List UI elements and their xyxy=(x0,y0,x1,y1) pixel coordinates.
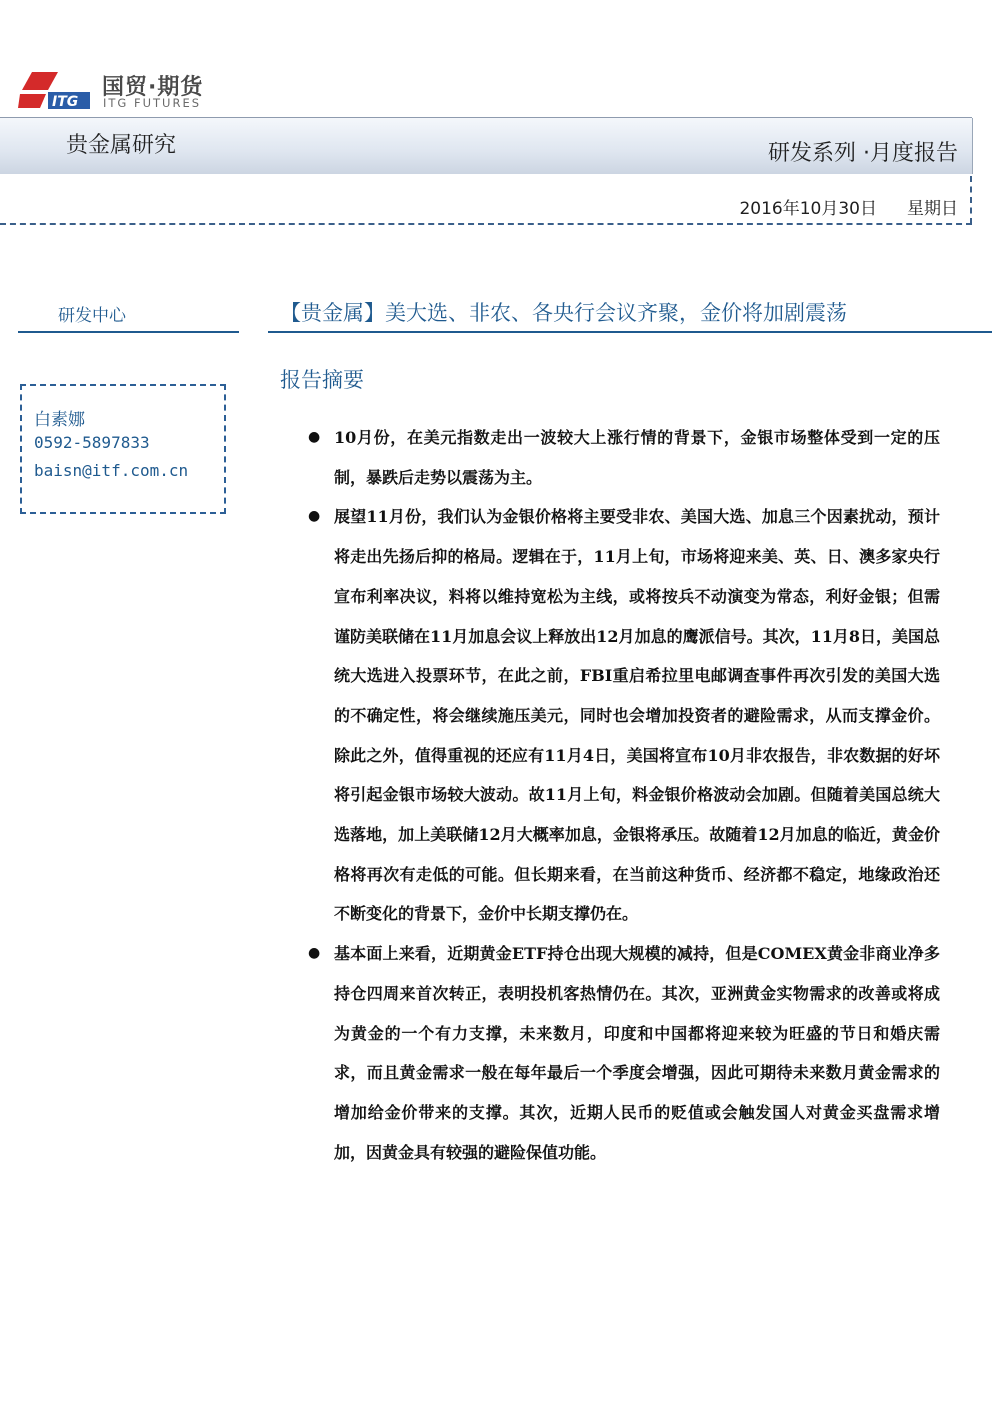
bullet-dot-icon: ● xyxy=(308,508,321,525)
bullet-dot-icon: ● xyxy=(308,429,321,445)
summary-list xyxy=(300,418,940,1172)
section-title: 贵金属研究 xyxy=(66,133,177,158)
summary-item-text: 展望11月份，我们认为金银价格将主要受非农、美国大选、加息三个因素扰动，预计将走出先扬后抑的格局。逻辑在于，11月上旬，市场将迎来美、英、日、澳多家央行宣布利率决议，料将以维持宽松为主线，或将按兵不动演变为常态，利好金银；但需谨防美联储在11月加息会议上释放出12月加息的鹰派信号。其次，11月8日，美国总统大选进入投票环节，在此之前，FBI重启希拉里电邮调查事件再次引发的美国大选的不确定性，将会继续施压美元，同时也会增加投资者的避险需求，从而支撑金价。除此之外，值得重视的还应有11月4日，美国将宣布10月非农报告，非农数据的好坏将引起金银市场较大波动。故11月上旬，料金银价格波动会加剧。但随着美国总统大选落地，加上美联储12月大概率加息，金银将承压。故随着12月加息的临近，黄金价格将再次有走低的可能。但长期来看，在当前这种货币、经济都不稳定，地缘政治还不断变化的背景下，金价中长期支撑仍在。 xyxy=(334,507,940,924)
itg-logo-icon xyxy=(18,72,90,110)
report-date xyxy=(739,194,958,219)
summary-item-text: 10月份，在美元指数走出一波较大上涨行情的背景下，金银市场整体受到一定的压制，暴跌后走势以震荡为主。 xyxy=(334,428,940,487)
summary-item xyxy=(300,934,940,1172)
brand-name-en: ITG FUTURES xyxy=(103,96,202,110)
department-label: 研发中心 xyxy=(58,306,126,326)
date-value: 2016年10月30日 xyxy=(739,199,877,219)
weekday-value: 星期日 xyxy=(907,199,958,219)
summary-item xyxy=(300,418,940,497)
report-title: 【贵金属】美大选、非农、各央行会议齐聚，金价将加剧震荡 xyxy=(280,301,847,325)
analyst-email[interactable]: baisn@itf.com.cn xyxy=(34,461,189,480)
logo-mark-text: ITG xyxy=(52,94,79,110)
analyst-phone: 0592-5897833 xyxy=(34,433,150,452)
summary-item xyxy=(300,497,940,934)
summary-item-text: 基本面上来看，近期黄金ETF持仓出现大规模的减持，但是COMEX黄金非商业净多持仓四周来首次转正，表明投机客热情仍在。其次，亚洲黄金实物需求的改善或将成为黄金的一个有力支撑，未来数月，印度和中国都将迎来较为旺盛的节日和婚庆需求，而且黄金需求一般在每年最后一个季度会增强，因此可期待未来数月黄金需求的增加给金价带来的支撑。其次，近期人民币的贬值或会触发国人对黄金买盘需求增加，因黄金具有较强的避险保值功能。 xyxy=(334,944,940,1162)
department-rule xyxy=(18,331,239,333)
dashed-divider-horizontal xyxy=(0,223,972,225)
dashed-divider-vertical xyxy=(970,176,972,224)
brand-name-cn: 国贸·期货 xyxy=(102,75,204,100)
report-series-title: 研发系列 ·月度报告 xyxy=(768,141,958,166)
title-rule xyxy=(268,331,992,333)
bullet-dot-icon: ● xyxy=(308,945,321,962)
analyst-name: 白素娜 xyxy=(34,410,85,430)
summary-heading: 报告摘要 xyxy=(280,368,364,392)
